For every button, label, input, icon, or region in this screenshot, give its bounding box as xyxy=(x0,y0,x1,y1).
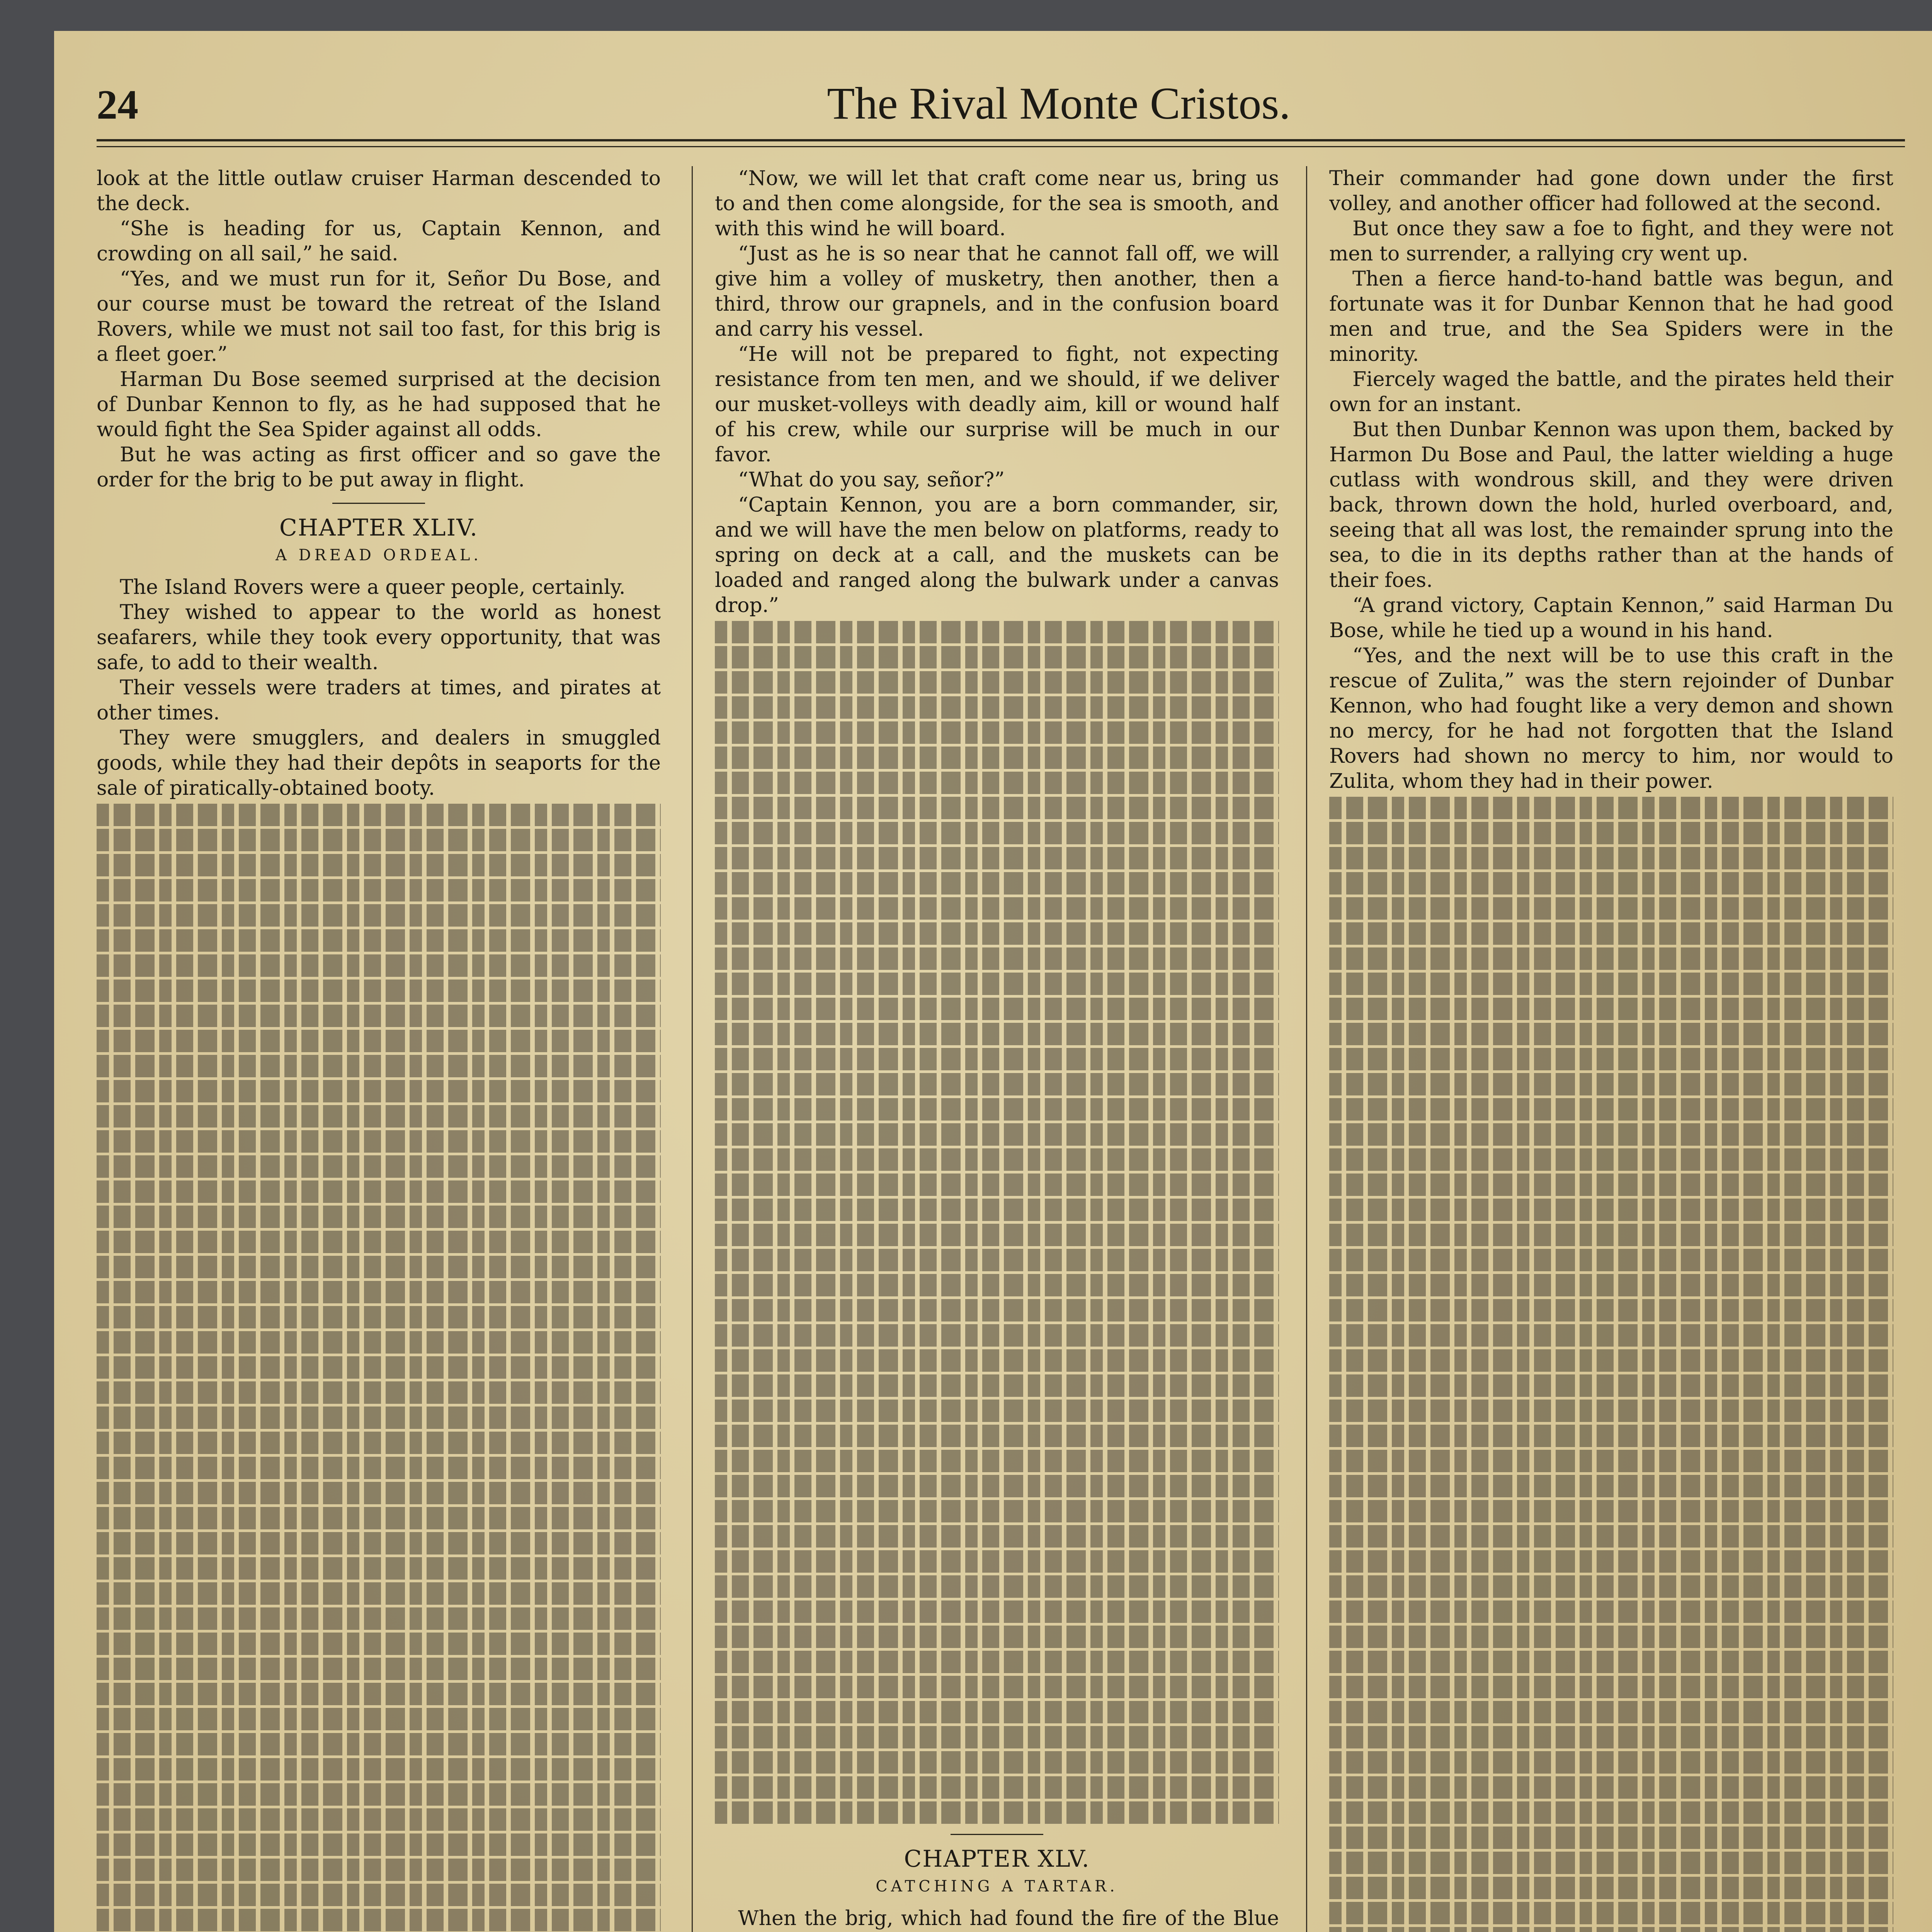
text-line xyxy=(715,1224,1279,1246)
text-line xyxy=(97,1658,661,1680)
paragraph: “Now, we will let that craft come near us, bring us to and then come alongside, for the sea is smooth, and with this wind he will board. xyxy=(715,167,1279,240)
text-line xyxy=(97,1406,661,1429)
chapter-rule xyxy=(332,503,425,504)
text-line xyxy=(715,922,1279,945)
text-line xyxy=(715,1726,1279,1748)
text-line xyxy=(97,954,661,977)
text-line xyxy=(97,1030,661,1052)
text-line xyxy=(715,1450,1279,1472)
text-column-1 xyxy=(97,166,661,1932)
text-line xyxy=(1329,897,1893,920)
text-line xyxy=(715,747,1279,769)
text-line xyxy=(97,904,661,927)
text-line xyxy=(715,1123,1279,1146)
text-line xyxy=(715,1600,1279,1623)
paragraph: “Captain Kennon, you are a born commander, sir, and we will have the men below on platforms, ready to spring on deck at a call, and the muskets can be loaded and ranged along the bulwark under a canvas drop.” xyxy=(715,493,1279,617)
text-line xyxy=(1329,1600,1893,1623)
text-line xyxy=(715,847,1279,869)
text-line xyxy=(1329,1475,1893,1497)
text-line xyxy=(1329,847,1893,869)
text-line xyxy=(715,1575,1279,1598)
text-line xyxy=(715,998,1279,1020)
text-line xyxy=(1329,1274,1893,1296)
text-line xyxy=(1329,1701,1893,1723)
text-line xyxy=(1329,797,1893,819)
text-line xyxy=(1329,1450,1893,1472)
page-title: The Rival Monte Cristos. xyxy=(827,78,1291,129)
text-line xyxy=(97,1055,661,1077)
text-line xyxy=(97,1859,661,1881)
text-line xyxy=(97,1206,661,1228)
text-line xyxy=(715,696,1279,719)
text-line xyxy=(97,1105,661,1128)
text-line xyxy=(715,646,1279,668)
text-line xyxy=(1329,1249,1893,1271)
text-line xyxy=(97,1331,661,1354)
paragraph: They were smugglers, and dealers in smuggled goods, while they had their depôts in seaports for the sale of piratically-obtained booty. xyxy=(97,726,661,800)
header-rule xyxy=(97,146,1905,147)
text-line xyxy=(715,872,1279,895)
text-line xyxy=(97,1155,661,1178)
paragraph: Then a fierce hand-to-hand battle was begun, and fortunate was it for Dunbar Kennon that he had good men and true, and the Sea Spiders were in the minority. xyxy=(1329,267,1893,366)
text-line xyxy=(715,1550,1279,1573)
text-line xyxy=(97,1532,661,1554)
text-line xyxy=(97,1005,661,1027)
text-line xyxy=(1329,1173,1893,1196)
text-line xyxy=(715,1701,1279,1723)
text-line xyxy=(97,829,661,851)
paragraph: Fiercely waged the battle, and the pirates held their own for an instant. xyxy=(1329,368,1893,416)
paragraph: “He will not be prepared to fight, not expecting resistance from ten men, and we should, if we deliver our musket-volleys with deadly aim, kill or wound half of his crew, while our surprise will be much in our favor. xyxy=(715,343,1279,466)
text-line xyxy=(715,1676,1279,1698)
chapter-rule xyxy=(951,1834,1043,1835)
text-line xyxy=(715,1801,1279,1824)
text-line xyxy=(97,854,661,876)
text-line xyxy=(715,1148,1279,1171)
chapter-subtitle: A DREAD ORDEAL. xyxy=(275,546,482,564)
text-line xyxy=(715,1324,1279,1347)
text-line xyxy=(97,1909,661,1931)
text-line xyxy=(715,1751,1279,1774)
text-line xyxy=(97,1080,661,1102)
paragraph: “Yes, and the next will be to use this craft in the rescue of Zulita,” was the stern rejoinder of Dunbar Kennon, who had fought like a very demon and shown no mercy, for he had not forgotten that the Island Rovers had shown no mercy to him, nor would to Zulita, whom they had in their power. xyxy=(1329,644,1893,793)
text-column-2 xyxy=(715,166,1279,1932)
text-line xyxy=(1329,1349,1893,1372)
paragraph: look at the little outlaw cruiser Harman descended to the deck. xyxy=(97,167,661,215)
text-line xyxy=(97,1758,661,1781)
text-line xyxy=(1329,1299,1893,1321)
header-rule xyxy=(97,139,1905,141)
text-line xyxy=(97,1633,661,1655)
paragraph: Their commander had gone down under the first volley, and another officer had followed at the second. xyxy=(1329,167,1893,215)
text-line xyxy=(97,1507,661,1529)
text-line xyxy=(1329,1801,1893,1824)
paragraph: But once they saw a foe to fight, and they were not men to surrender, a rallying cry went up. xyxy=(1329,217,1893,265)
column-divider xyxy=(1306,166,1307,1932)
text-line xyxy=(1329,1877,1893,1899)
text-line xyxy=(1329,822,1893,844)
text-line xyxy=(97,1281,661,1303)
text-line xyxy=(715,1048,1279,1070)
text-line xyxy=(97,1582,661,1605)
text-line xyxy=(97,1833,661,1856)
text-line xyxy=(1329,1927,1893,1932)
text-line xyxy=(715,1249,1279,1271)
text-line xyxy=(1329,1148,1893,1171)
text-line xyxy=(97,1180,661,1203)
text-line xyxy=(97,879,661,901)
text-line xyxy=(715,1374,1279,1397)
text-line xyxy=(715,1425,1279,1447)
paragraph: “Just as he is so near that he cannot fall off, we will give him a volley of musketry, then another, then a third, throw our grapnels, and in the confusion board and carry his vessel. xyxy=(715,242,1279,341)
text-line xyxy=(715,1400,1279,1422)
text-line xyxy=(1329,1651,1893,1673)
text-line xyxy=(97,1884,661,1906)
text-line xyxy=(1329,1751,1893,1774)
text-line xyxy=(97,980,661,1002)
text-line xyxy=(1329,872,1893,895)
text-line xyxy=(1329,1400,1893,1422)
page-number: 24 xyxy=(97,82,138,128)
text-line xyxy=(1329,1123,1893,1146)
text-line xyxy=(715,1776,1279,1799)
text-line xyxy=(715,671,1279,694)
chapter-heading: CHAPTER XLV. xyxy=(904,1845,1090,1872)
paragraph: The Island Rovers were a queer people, certainly. xyxy=(120,576,626,599)
paragraph: Harman Du Bose seemed surprised at the decision of Dunbar Kennon to fly, as he had supposed that he would fight the Sea Spider against all odds. xyxy=(97,368,661,441)
text-line xyxy=(715,1274,1279,1296)
text-line xyxy=(715,822,1279,844)
text-line xyxy=(715,621,1279,643)
text-line xyxy=(97,804,661,826)
text-line xyxy=(1329,1852,1893,1874)
text-line xyxy=(97,1733,661,1755)
text-line xyxy=(1329,1425,1893,1447)
text-line xyxy=(715,1525,1279,1548)
text-line xyxy=(1329,1550,1893,1573)
text-line xyxy=(1329,1726,1893,1748)
text-line xyxy=(97,1306,661,1328)
text-line xyxy=(97,1708,661,1730)
text-line xyxy=(715,772,1279,794)
text-line xyxy=(1329,998,1893,1020)
text-line xyxy=(715,1173,1279,1196)
text-line xyxy=(1329,1676,1893,1698)
text-line xyxy=(97,1432,661,1454)
text-column-3 xyxy=(1329,166,1893,1932)
text-line xyxy=(97,1231,661,1253)
text-line xyxy=(97,1683,661,1705)
text-line xyxy=(97,1808,661,1831)
text-line xyxy=(1329,1827,1893,1849)
text-line xyxy=(715,897,1279,920)
text-line xyxy=(1329,1324,1893,1347)
chapter-subtitle: CATCHING A TARTAR. xyxy=(876,1878,1118,1895)
paragraph: They wished to appear to the world as honest seafarers, while they took every opportunity, that was safe, to add to their wealth. xyxy=(97,601,661,674)
text-line xyxy=(715,1199,1279,1221)
text-line xyxy=(1329,1224,1893,1246)
text-line xyxy=(1329,922,1893,945)
text-line xyxy=(97,1482,661,1504)
paragraph: When the brig, which had found the fire of the Blue xyxy=(738,1907,1279,1930)
text-line xyxy=(1329,1199,1893,1221)
text-line xyxy=(1329,1776,1893,1799)
text-line xyxy=(715,947,1279,970)
text-line xyxy=(715,973,1279,995)
text-line xyxy=(1329,1048,1893,1070)
text-line xyxy=(1329,973,1893,995)
paragraph: But then Dunbar Kennon was upon them, backed by Harmon Du Bose and Paul, the latter wielding a huge cutlass with wondrous skill, and they were driven back, thrown down the hold, hurled overboard, and, seeing that all was lost, the remainder sprung into the sea, to die in its depths rather than at the hands of their foes. xyxy=(1329,418,1893,592)
text-line xyxy=(715,797,1279,819)
paragraph: But he was acting as first officer and so gave the order for the brig to be put away in flight. xyxy=(97,443,661,492)
text-line xyxy=(715,1073,1279,1095)
text-line xyxy=(1329,1902,1893,1924)
text-line xyxy=(97,1783,661,1806)
text-line xyxy=(715,1500,1279,1522)
paragraph: “What do you say, señor?” xyxy=(738,468,1005,492)
text-line xyxy=(97,1457,661,1479)
text-line xyxy=(97,1130,661,1153)
text-line xyxy=(715,1299,1279,1321)
chapter-heading: CHAPTER XLIV. xyxy=(279,514,478,541)
text-line xyxy=(1329,1073,1893,1095)
text-line xyxy=(1329,1626,1893,1648)
paragraph: “Yes, and we must run for it, Señor Du Bose, and our course must be toward the retreat of the Island Rovers, while we must not sail too fast, for this brig is a fleet goer.” xyxy=(97,267,661,366)
text-line xyxy=(1329,1525,1893,1548)
paragraph: Their vessels were traders at times, and pirates at other times. xyxy=(97,676,661,724)
text-line xyxy=(97,1356,661,1379)
text-line xyxy=(715,1651,1279,1673)
text-line xyxy=(97,929,661,952)
text-line xyxy=(1329,947,1893,970)
paragraph: “She is heading for us, Captain Kennon, and crowding on all sail,” he said. xyxy=(97,217,661,265)
text-line xyxy=(715,1475,1279,1497)
text-line xyxy=(1329,1098,1893,1121)
text-line xyxy=(97,1607,661,1630)
text-line xyxy=(715,1349,1279,1372)
paragraph: “A grand victory, Captain Kennon,” said Harman Du Bose, while he tied up a wound in his hand. xyxy=(1329,594,1893,642)
text-line xyxy=(97,1557,661,1580)
text-line xyxy=(1329,1500,1893,1522)
text-line xyxy=(715,721,1279,744)
column-divider xyxy=(692,166,693,1932)
text-line xyxy=(715,1098,1279,1121)
text-line xyxy=(1329,1575,1893,1598)
text-line xyxy=(97,1381,661,1404)
text-line xyxy=(1329,1023,1893,1045)
text-line xyxy=(1329,1374,1893,1397)
text-line xyxy=(97,1256,661,1278)
text-line xyxy=(715,1023,1279,1045)
text-line xyxy=(715,1626,1279,1648)
